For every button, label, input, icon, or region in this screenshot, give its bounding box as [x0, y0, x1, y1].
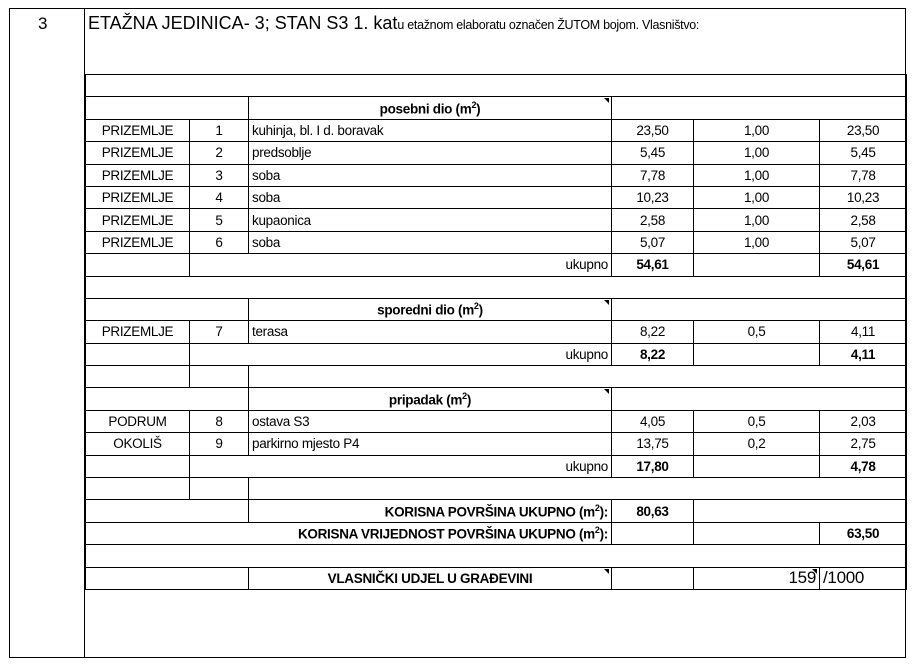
korisna-povrsina-row: [86, 500, 907, 522]
coefficient-cell: 1,00: [694, 164, 820, 186]
number-cell: 6: [190, 231, 249, 253]
table-row: [86, 231, 907, 253]
room-cell: kuhinja, bl. I d. boravak: [249, 119, 612, 141]
korisna-povrsina-label: KORISNA POVRŠINA UKUPNO $(m^2)$:: [249, 500, 612, 522]
coefficient-cell: 1,00: [694, 142, 820, 164]
floor-cell: PODRUM: [86, 410, 190, 432]
room-cell: soba: [249, 231, 612, 253]
section-header-pripadak: [86, 388, 907, 410]
coefficient-cell: 1,00: [694, 209, 820, 231]
section-title-posebni: posebni dio $(m^2)$: [249, 97, 612, 119]
number-cell: 1: [190, 119, 249, 141]
korisna-vrijednost-label: KORISNA VRIJEDNOST POVRŠINA UKUPNO $(m^2)$:: [86, 522, 612, 544]
number-cell: 8: [190, 410, 249, 432]
udjel-denominator: /1000: [820, 567, 907, 589]
area-cell: 5,07: [612, 231, 694, 253]
area-cell: 10,23: [612, 186, 694, 208]
subtotal-total: 4,11: [820, 343, 907, 365]
area-cell: 2,58: [612, 209, 694, 231]
area-cell: 8,22: [612, 321, 694, 343]
spacer-row: [86, 75, 907, 97]
subtotal-total: 4,78: [820, 455, 907, 477]
unit-title-main: ETAŽNA JEDINICA- 3; STAN S3 1. kat: [88, 13, 398, 33]
udjel-numerator: 159: [694, 567, 820, 589]
number-cell: 2: [190, 142, 249, 164]
table-row: [86, 321, 907, 343]
section-title-pripadak: pripadak $(m^2)$: [249, 388, 612, 410]
table-row: [86, 433, 907, 455]
table-row: [86, 209, 907, 231]
room-cell: soba: [249, 164, 612, 186]
floor-cell: PRIZEMLJE: [86, 119, 190, 141]
subtotal-label: ukupno: [190, 455, 612, 477]
coefficient-cell: 0,2: [694, 433, 820, 455]
total-cell: 2,58: [820, 209, 907, 231]
total-cell: 5,45: [820, 142, 907, 164]
korisna-vrijednost-value: 63,50: [820, 522, 907, 544]
room-cell: kupaonica: [249, 209, 612, 231]
blank-row: [86, 276, 907, 298]
blank-row: [86, 478, 907, 500]
vlasnicki-udjel-label: VLASNIČKI UDJEL U GRAĐEVINI: [249, 567, 612, 589]
subtotal-row: [86, 455, 907, 477]
floor-cell: PRIZEMLJE: [86, 142, 190, 164]
total-cell: 4,11: [820, 321, 907, 343]
area-cell: 5,45: [612, 142, 694, 164]
section-title-sporedni: sporedni dio $(m^2)$: [249, 298, 612, 320]
section-header-sporedni: [86, 298, 907, 320]
total-cell: 2,75: [820, 433, 907, 455]
table-row: [86, 119, 907, 141]
floor-cell: PRIZEMLJE: [86, 186, 190, 208]
room-cell: ostava S3: [249, 410, 612, 432]
floor-cell: OKOLIŠ: [86, 433, 190, 455]
table-row: [86, 410, 907, 432]
floor-cell: PRIZEMLJE: [86, 231, 190, 253]
table-row: [86, 186, 907, 208]
korisna-vrijednost-row: [86, 522, 907, 544]
subtotal-row: [86, 343, 907, 365]
number-cell: 4: [190, 186, 249, 208]
subtotal-row: [86, 254, 907, 276]
area-cell: 23,50: [612, 119, 694, 141]
coefficient-cell: 1,00: [694, 119, 820, 141]
korisna-povrsina-value: 80,63: [612, 500, 694, 522]
room-cell: terasa: [249, 321, 612, 343]
subtotal-area: 8,22: [612, 343, 694, 365]
total-cell: 7,78: [820, 164, 907, 186]
number-cell: 9: [190, 433, 249, 455]
area-cell: 4,05: [612, 410, 694, 432]
unit-number-column: [9, 8, 85, 658]
table-row: [86, 164, 907, 186]
blank-row: [86, 366, 907, 388]
table-row: [86, 142, 907, 164]
room-cell: soba: [249, 186, 612, 208]
coefficient-cell: 1,00: [694, 186, 820, 208]
section-header-posebni: [86, 97, 907, 119]
coefficient-cell: 1,00: [694, 231, 820, 253]
coefficient-cell: 0,5: [694, 410, 820, 432]
total-cell: 10,23: [820, 186, 907, 208]
floor-cell: PRIZEMLJE: [86, 209, 190, 231]
total-cell: 23,50: [820, 119, 907, 141]
floor-cell: PRIZEMLJE: [86, 321, 190, 343]
room-cell: predsoblje: [249, 142, 612, 164]
total-cell: 5,07: [820, 231, 907, 253]
room-cell: parkirno mjesto P4: [249, 433, 612, 455]
unit-title: [88, 13, 699, 34]
subtotal-total: 54,61: [820, 254, 907, 276]
area-cell: 13,75: [612, 433, 694, 455]
coefficient-cell: 0,5: [694, 321, 820, 343]
unit-number: 3: [38, 14, 48, 33]
unit-title-note: u etažnom elaboratu označen ŽUTOM bojom. Vlasništvo:: [397, 18, 700, 32]
subtotal-label: ukupno: [190, 254, 612, 276]
area-cell: 7,78: [612, 164, 694, 186]
vlasnicki-udjel-row: [86, 567, 907, 589]
subtotal-area: 54,61: [612, 254, 694, 276]
subtotal-label: ukupno: [190, 343, 612, 365]
total-cell: 2,03: [820, 410, 907, 432]
floor-cell: PRIZEMLJE: [86, 164, 190, 186]
blank-row: [86, 545, 907, 567]
number-cell: 5: [190, 209, 249, 231]
number-cell: 3: [190, 164, 249, 186]
subtotal-area: 17,80: [612, 455, 694, 477]
number-cell: 7: [190, 321, 249, 343]
area-table: [85, 74, 907, 590]
